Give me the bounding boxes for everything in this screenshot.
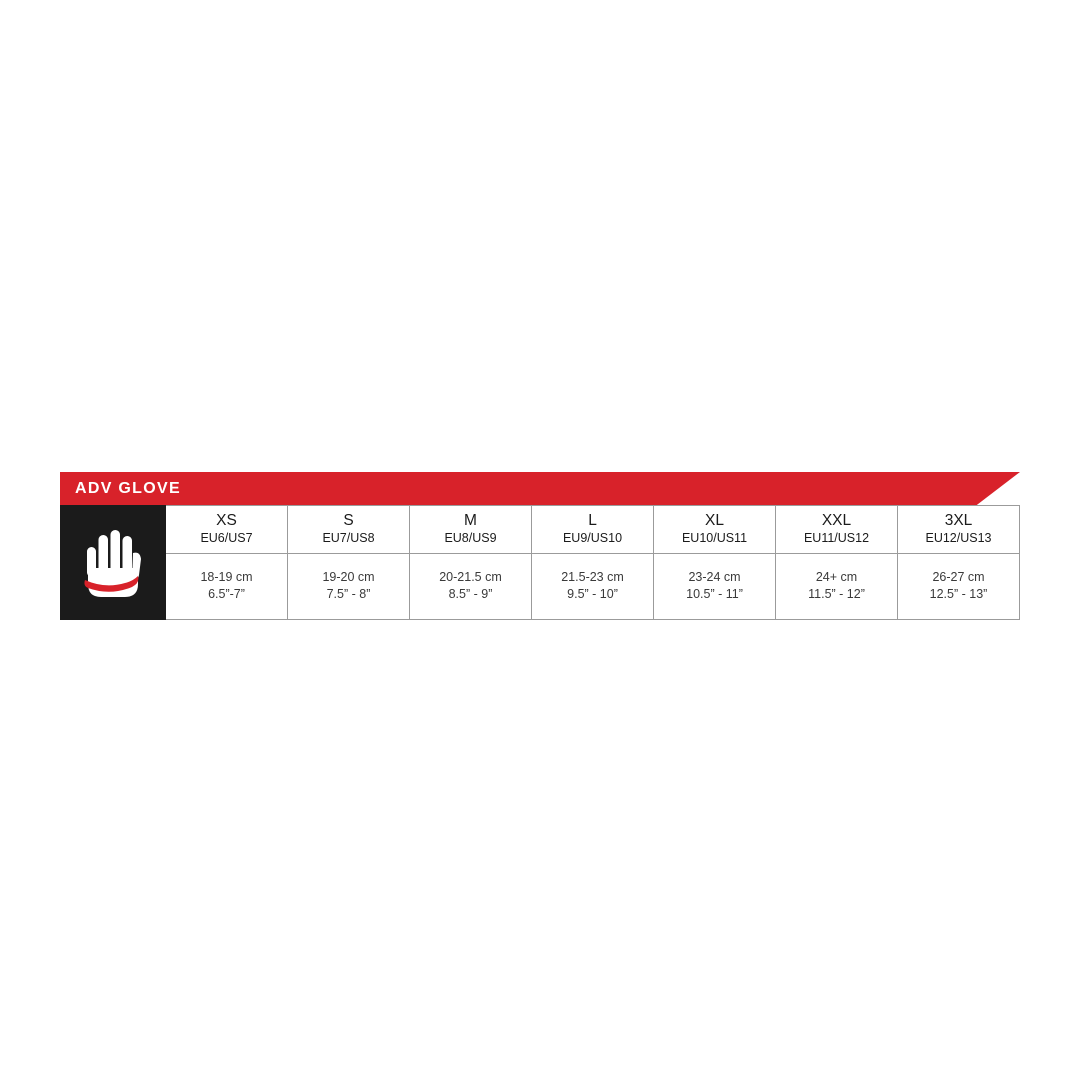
measurement-cm: 24+ cm	[815, 570, 858, 585]
measurement-cm: 26-27 cm	[932, 570, 985, 585]
measurement-inches: 8.5” - 9”	[448, 587, 493, 601]
table-header-cell	[776, 506, 898, 554]
measurement-cm: 19-20 cm	[322, 570, 375, 585]
table-cell	[776, 554, 898, 620]
size-label: M	[464, 512, 477, 530]
size-eu-us-label: EU11/US12	[803, 530, 870, 545]
size-label: S	[343, 512, 354, 530]
measurement-inches: 10.5” - 11”	[686, 587, 743, 601]
size-eu-us-label: EU7/US8	[322, 530, 375, 545]
table-header-cell	[898, 506, 1020, 554]
size-label: L	[588, 512, 597, 530]
size-label: XL	[705, 512, 724, 530]
glove-hand-icon-cell	[61, 506, 166, 620]
size-label: XS	[216, 512, 237, 530]
table-header-cell	[288, 506, 410, 554]
page-title: ADV GLOVE	[75, 479, 181, 497]
table-cell	[166, 554, 288, 620]
table-header-cell	[166, 506, 288, 554]
measurement-cm: 20-21.5 cm	[439, 570, 502, 585]
size-eu-us-label: EU9/US10	[562, 530, 623, 545]
table-header-cell	[410, 506, 532, 554]
glove-hand-icon	[61, 517, 165, 609]
size-table	[60, 505, 1020, 620]
banner-background	[60, 472, 1020, 505]
size-eu-us-label: EU8/US9	[444, 530, 497, 545]
measurement-cm: 23-24 cm	[688, 570, 741, 585]
measurement-cm: 18-19 cm	[200, 570, 253, 585]
size-eu-us-label: EU6/US7	[200, 530, 253, 545]
table-cell	[288, 554, 410, 620]
size-eu-us-label: EU12/US13	[925, 530, 992, 545]
table-row-header	[61, 506, 1020, 554]
table-header-cell	[654, 506, 776, 554]
size-label: 3XL	[944, 512, 973, 530]
measurement-cm: 21.5-23 cm	[561, 570, 624, 585]
measurement-inches: 12.5” - 13”	[929, 587, 988, 601]
size-chart	[60, 472, 1020, 620]
chart-header-banner	[60, 472, 1020, 505]
table-cell	[410, 554, 532, 620]
measurement-inches: 7.5” - 8”	[326, 587, 371, 601]
table-cell	[654, 554, 776, 620]
measurement-inches: 6.5”-7”	[208, 587, 245, 601]
size-label: XXL	[821, 512, 852, 530]
table-cell	[898, 554, 1020, 620]
size-eu-us-label: EU10/US11	[681, 530, 748, 545]
table-cell	[532, 554, 654, 620]
measurement-inches: 11.5” - 12”	[808, 587, 865, 601]
measurement-inches: 9.5” - 10”	[567, 587, 618, 601]
table-header-cell	[532, 506, 654, 554]
table-row-measurements	[61, 554, 1020, 620]
